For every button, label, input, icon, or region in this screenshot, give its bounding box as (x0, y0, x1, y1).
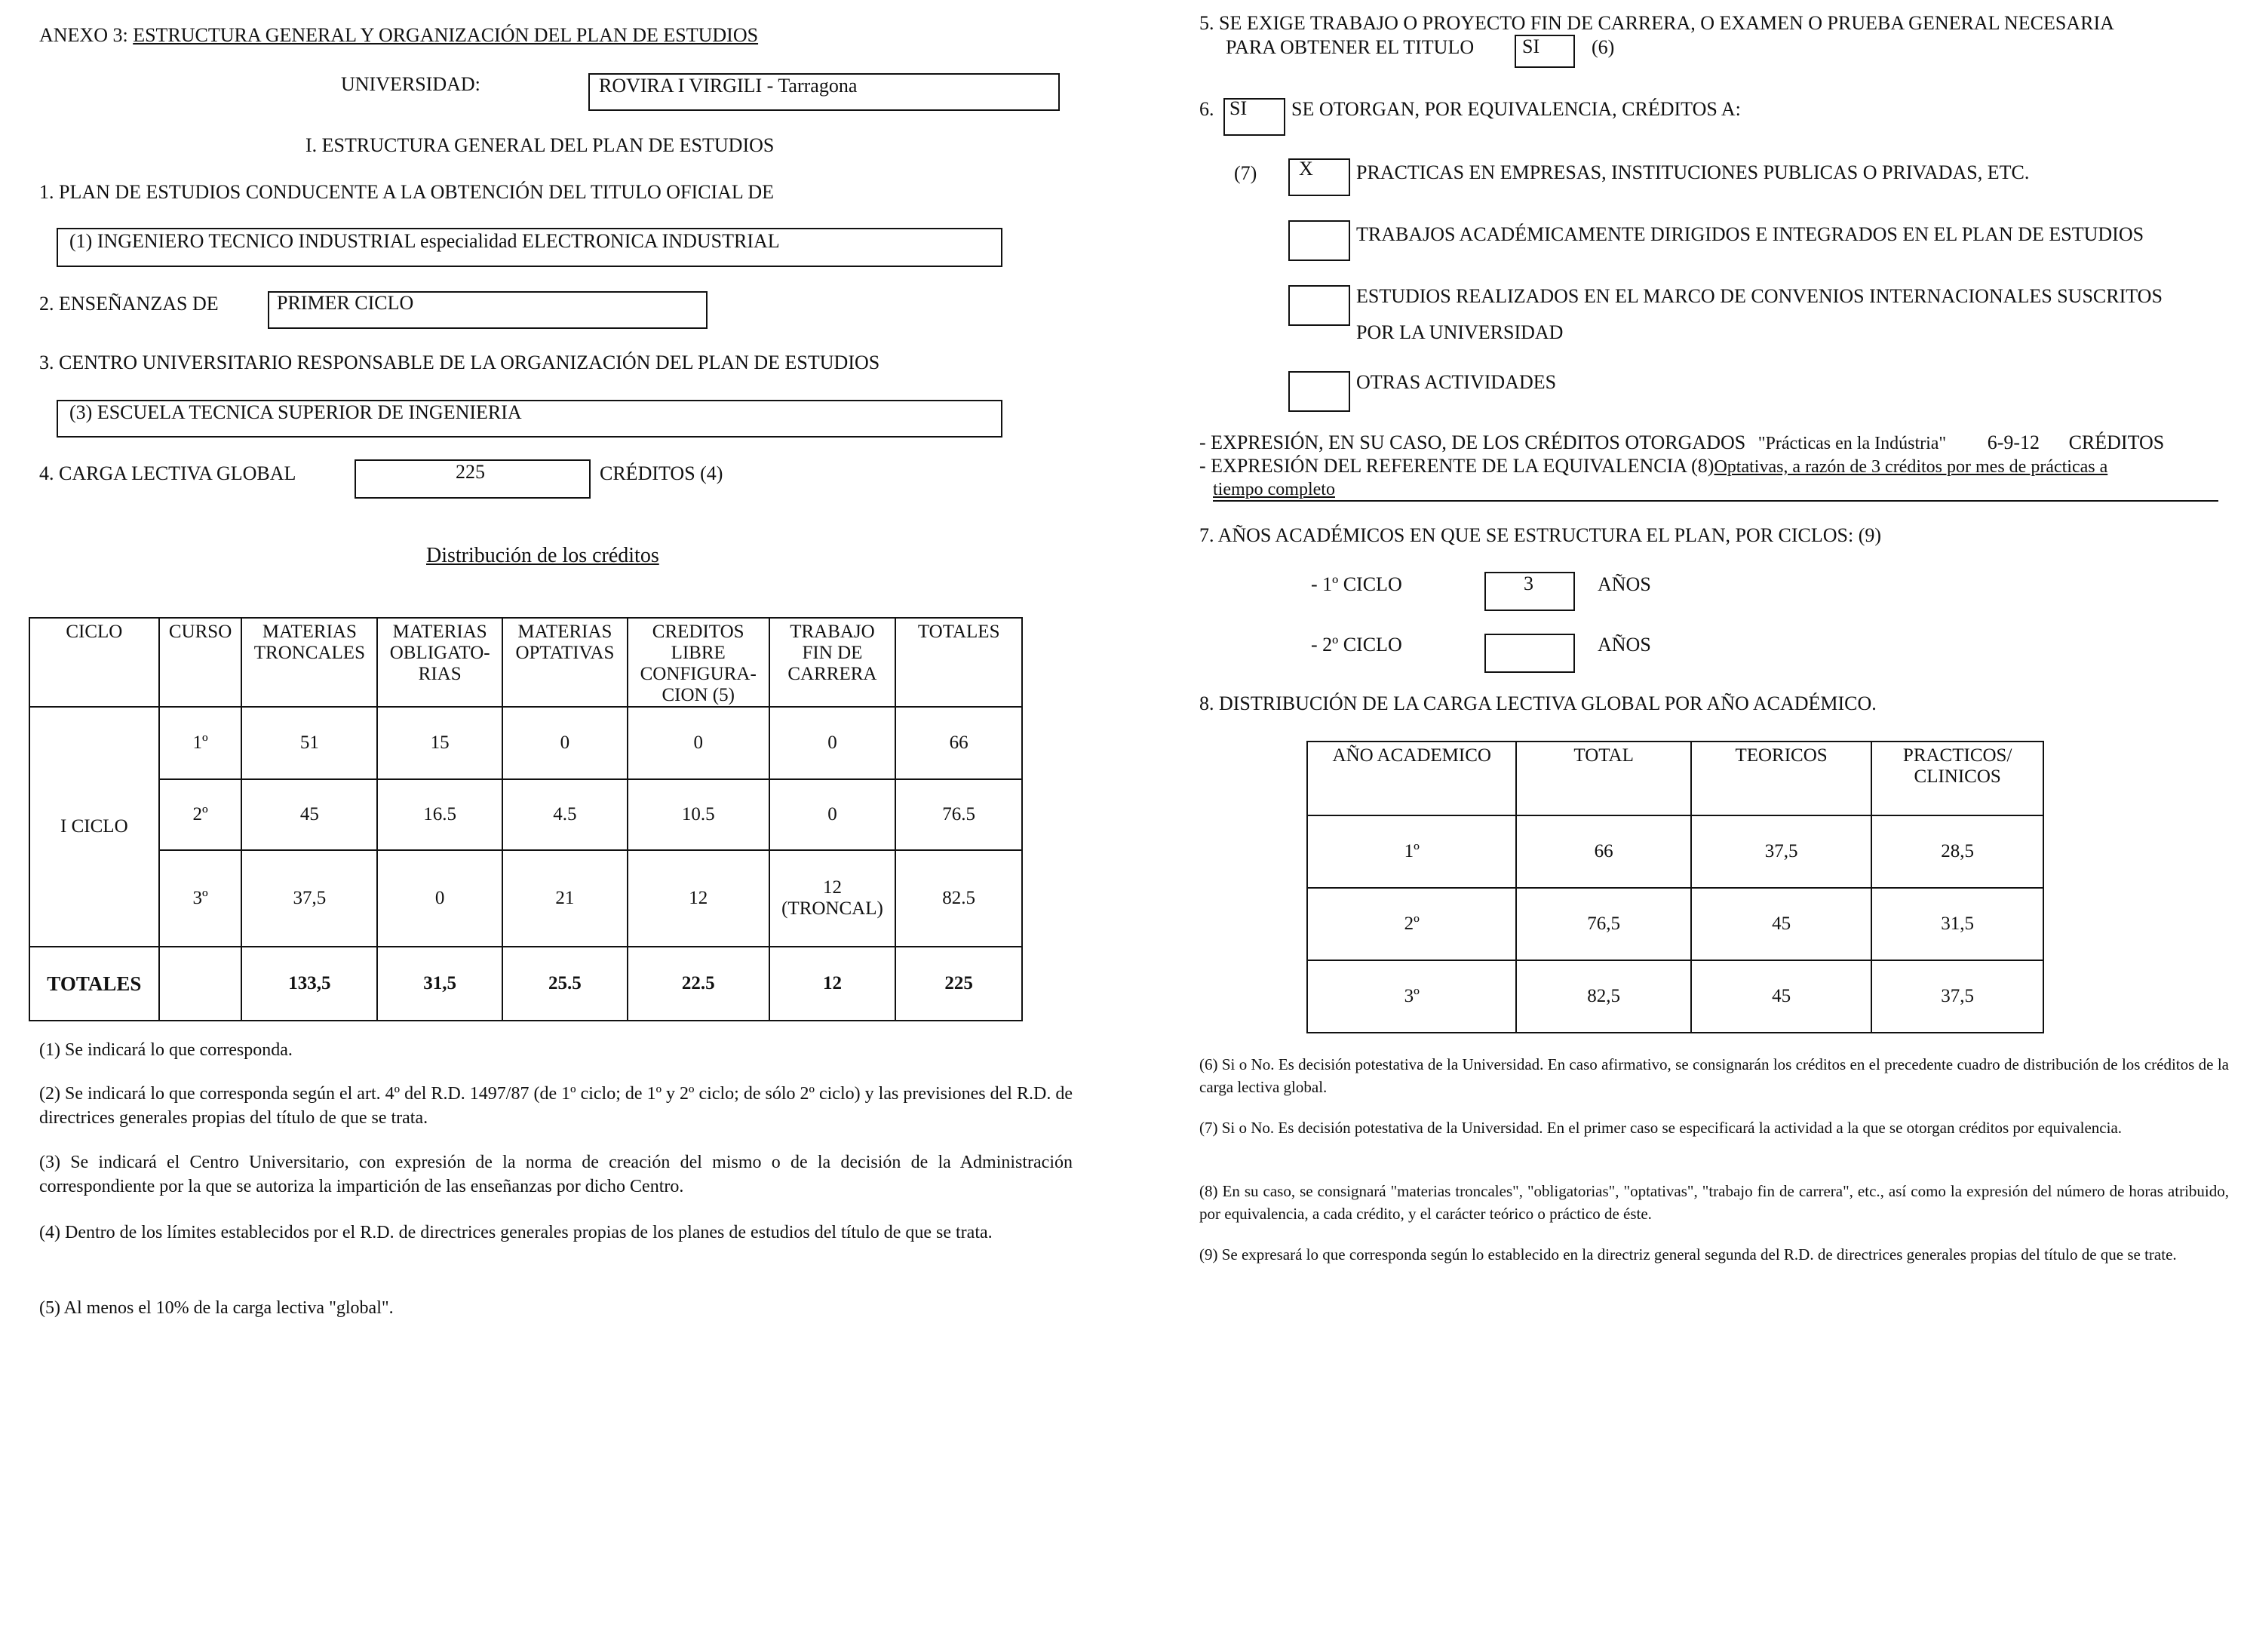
annex-heading-prefix: ANEXO 3: (39, 24, 134, 46)
trabajo-troncal-note: (TRONCAL) (781, 898, 883, 919)
total-cell: 82,5 (1516, 960, 1690, 1033)
header-troncales (241, 618, 377, 707)
item4-label: 4. CARGA LECTIVA GLOBAL (39, 462, 296, 484)
totals-total: 225 (895, 947, 1022, 1021)
item5-value: SI (1522, 35, 1540, 57)
expr2-underline (1213, 500, 2218, 502)
troncales-cell: 37,5 (241, 850, 377, 947)
libre-cell: 10.5 (628, 779, 769, 850)
option-label-convenios-2: POR LA UNIVERSIDAD (1356, 321, 1564, 343)
credits-header-row (29, 618, 1022, 707)
libre-cell: 0 (628, 707, 769, 779)
footnote-5: (5) Al menos el 10% de la carga lectiva "global". (39, 1298, 394, 1318)
optativas-cell: 21 (502, 850, 628, 947)
item5-note: (6) (1592, 36, 1615, 58)
header-libre (628, 618, 769, 707)
total-cell: 76,5 (1516, 888, 1690, 960)
item4-value: 225 (456, 461, 485, 483)
total-cell: 66 (1516, 815, 1690, 888)
footnote-4: (4) Dentro de los límites establecidos por el R.D. de directrices generales propias de los planes de estudios del título de que se trata. (39, 1223, 993, 1242)
footnote-3: (3) Se indicará el Centro Universitario, con expresión de la norma de creación del mismo o de la decisión de la Administración correspondiente por la que se autoriza la impartición de las enseñanzas por dicho Centro. (39, 1153, 1073, 1196)
header-total: TOTAL (1516, 742, 1690, 815)
item2-value: PRIMER CICLO (277, 292, 414, 314)
item1-text: 1. PLAN DE ESTUDIOS CONDUCENTE A LA OBTENCIÓN DEL TITULO OFICIAL DE (39, 181, 774, 203)
item7-text: 7. AÑOS ACADÉMICOS EN QUE SE ESTRUCTURA EL PLAN, POR CICLOS: (9) (1199, 524, 1882, 546)
table-row (1307, 960, 2043, 1033)
header-troncales-1: MATERIAS (262, 622, 357, 642)
carga-header-row (1307, 742, 2043, 815)
option-mark-practicas: X (1299, 158, 1313, 180)
header-ano: AÑO ACADEMICO (1307, 742, 1516, 815)
total-cell: 76.5 (895, 779, 1022, 850)
totals-label: TOTALES (29, 947, 159, 1021)
obligatorias-cell: 16.5 (377, 779, 502, 850)
expr1-num: 6-9-12 (1987, 431, 2040, 453)
expr1-label: - EXPRESIÓN, EN SU CASO, DE LOS CRÉDITOS OTORGADOS (1199, 431, 1746, 453)
table-row (1307, 888, 2043, 960)
header-optativas-1: MATERIAS (517, 622, 612, 642)
item4-suffix: CRÉDITOS (4) (600, 462, 723, 484)
totals-optativas: 25.5 (502, 947, 628, 1021)
ciclo-cell: I CICLO (29, 707, 159, 947)
totals-obligatorias: 31,5 (377, 947, 502, 1021)
item8-text: 8. DISTRIBUCIÓN DE LA CARGA LECTIVA GLOBAL POR AÑO ACADÉMICO. (1199, 692, 1877, 714)
table-row (29, 779, 1022, 850)
expr1-value: "Prácticas en la Indústria" (1757, 434, 1947, 453)
header-ciclo: CICLO (29, 618, 159, 707)
header-libre-2: LIBRE (671, 643, 726, 663)
header-obligatorias-2: OBLIGATO- (389, 643, 490, 663)
header-practicos-1: PRACTICOS/ (1902, 745, 2012, 766)
item3-value: (3) ESCUELA TECNICA SUPERIOR DE INGENIERIA (69, 401, 522, 423)
practicos-cell: 31,5 (1871, 888, 2043, 960)
obligatorias-cell: 15 (377, 707, 502, 779)
curso-cell: 1º (159, 707, 242, 779)
optativas-cell: 4.5 (502, 779, 628, 850)
header-trabajo-2: FIN DE (802, 643, 863, 663)
libre-cell: 12 (628, 850, 769, 947)
credits-table (29, 617, 1023, 1021)
header-trabajo-1: TRABAJO (790, 622, 875, 642)
total-cell: 82.5 (895, 850, 1022, 947)
header-obligatorias-3: RIAS (418, 664, 462, 684)
trabajo-cell (769, 850, 896, 947)
header-teoricos: TEORICOS (1691, 742, 1872, 815)
option-checkbox-practicas[interactable] (1288, 158, 1350, 196)
header-obligatorias (377, 618, 502, 707)
trabajo-cell: 0 (769, 707, 896, 779)
ciclo2-box (1484, 634, 1575, 673)
footnote-7: (7) Si o No. Es decisión potestativa de la Universidad. En el primer caso se especificará la actividad a la que se otorgan créditos por equivalencia. (1199, 1119, 2123, 1137)
universidad-label: UNIVERSIDAD: (341, 73, 480, 95)
option-label-otras: OTRAS ACTIVIDADES (1356, 371, 1557, 393)
header-libre-4: CION (5) (662, 685, 735, 705)
table-row (29, 707, 1022, 779)
ano-cell: 3º (1307, 960, 1516, 1033)
header-obligatorias-1: MATERIAS (392, 622, 487, 642)
header-troncales-2: TRONCALES (253, 643, 365, 663)
totals-trabajo: 12 (769, 947, 896, 1021)
header-trabajo-3: CARRERA (787, 664, 877, 684)
header-totales: TOTALES (895, 618, 1022, 707)
section-title: I. ESTRUCTURA GENERAL DEL PLAN DE ESTUDIOS (305, 134, 775, 156)
item6-text: SE OTORGAN, POR EQUIVALENCIA, CRÉDITOS A: (1291, 98, 1741, 120)
curso-cell: 2º (159, 779, 242, 850)
totals-troncales: 133,5 (241, 947, 377, 1021)
carga-table (1306, 741, 2044, 1033)
item5-line1: 5. SE EXIGE TRABAJO O PROYECTO FIN DE CARRERA, O EXAMEN O PRUEBA GENERAL NECESARIA (1199, 12, 2114, 34)
header-libre-1: CREDITOS (652, 622, 744, 642)
item2-label: 2. ENSEÑANZAS DE (39, 293, 219, 315)
item6-value: SI (1229, 97, 1248, 119)
curso-cell: 3º (159, 850, 242, 947)
distribution-title: Distribución de los créditos (426, 544, 659, 567)
ciclo1-anos: AÑOS (1598, 573, 1651, 595)
option-checkbox-convenios[interactable] (1288, 285, 1350, 326)
item3-text: 3. CENTRO UNIVERSITARIO RESPONSABLE DE LA ORGANIZACIÓN DEL PLAN DE ESTUDIOS (39, 352, 880, 373)
header-libre-3: CONFIGURA- (640, 664, 757, 684)
obligatorias-cell: 0 (377, 850, 502, 947)
expr2-value: Optativas, a razón de 3 créditos por mes de prácticas a (1714, 457, 2108, 477)
ano-cell: 2º (1307, 888, 1516, 960)
expr2-line (1199, 455, 2107, 478)
option-checkbox-otras[interactable] (1288, 371, 1350, 412)
troncales-cell: 51 (241, 707, 377, 779)
expr1-unit: CRÉDITOS (2068, 431, 2165, 453)
item5-line2: PARA OBTENER EL TITULO (1226, 36, 1475, 58)
header-trabajo (769, 618, 896, 707)
trabajo-value: 12 (822, 877, 842, 898)
practicos-cell: 28,5 (1871, 815, 2043, 888)
ciclo1-value: 3 (1524, 573, 1533, 594)
optativas-cell: 0 (502, 707, 628, 779)
footnote-6: (6) Si o No. Es decisión potestativa de la Universidad. En caso afirmativo, se consignarán los créditos en el precedente cuadro de distribución de los créditos de la carga lectiva global. (1199, 1055, 2229, 1096)
footnote-9: (9) Se expresará lo que corresponda según lo establecido en la directriz general segunda del R.D. de directrices generales propias del título de que se trate. (1199, 1245, 2177, 1264)
totals-row (29, 947, 1022, 1021)
header-practicos (1871, 742, 2043, 815)
option-label-practicas: PRACTICAS EN EMPRESAS, INSTITUCIONES PUBLICAS O PRIVADAS, ETC. (1356, 161, 2030, 183)
expr1-line (1199, 431, 2164, 455)
ciclo2-label: - 2º CICLO (1311, 634, 1402, 656)
teoricos-cell: 37,5 (1691, 815, 1872, 888)
table-row (29, 850, 1022, 947)
option-label-convenios: ESTUDIOS REALIZADOS EN EL MARCO DE CONVENIOS INTERNACIONALES SUSCRITOS (1356, 285, 2163, 307)
header-optativas (502, 618, 628, 707)
option-label-trabajos: TRABAJOS ACADÉMICAMENTE DIRIGIDOS E INTEGRADOS EN EL PLAN DE ESTUDIOS (1356, 223, 2144, 245)
footnote-2: (2) Se indicará lo que corresponda según el art. 4º del R.D. 1497/87 (de 1º ciclo; de 1º y 2º ciclo; de sólo 2º ciclo) y las previsiones del R.D. de directrices generales propias del título de que se trata. (39, 1084, 1073, 1128)
table-row (1307, 815, 2043, 888)
annex-heading (39, 24, 758, 47)
footnote-1: (1) Se indicará lo que corresponda. (39, 1040, 293, 1060)
expr2-value-2: tiempo completo (1213, 480, 1335, 499)
item6-note: (7) (1234, 162, 1257, 184)
annex-heading-title: ESTRUCTURA GENERAL Y ORGANIZACIÓN DEL PLAN DE ESTUDIOS (133, 24, 759, 46)
item1-value: (1) INGENIERO TECNICO INDUSTRIAL especialidad ELECTRONICA INDUSTRIAL (69, 230, 780, 252)
teoricos-cell: 45 (1691, 888, 1872, 960)
item6-label: 6. (1199, 98, 1214, 120)
ciclo1-label: - 1º CICLO (1311, 573, 1402, 595)
expr2-label: - EXPRESIÓN DEL REFERENTE DE LA EQUIVALENCIA (8) (1199, 455, 1714, 477)
totals-libre: 22.5 (628, 947, 769, 1021)
ciclo2-anos: AÑOS (1598, 634, 1651, 656)
header-curso: CURSO (159, 618, 242, 707)
practicos-cell: 37,5 (1871, 960, 2043, 1033)
ano-cell: 1º (1307, 815, 1516, 888)
option-checkbox-trabajos[interactable] (1288, 220, 1350, 261)
footnote-8: (8) En su caso, se consignará "materias troncales", "obligatorias", "optativas", "trabajo fin de carrera", etc., así como la expresión del número de horas atribuido, por equivalencia, a cada crédito, y el carácter teórico o práctico de éste. (1199, 1182, 2229, 1223)
trabajo-cell: 0 (769, 779, 896, 850)
header-practicos-2: CLINICOS (1914, 766, 2001, 787)
header-optativas-2: OPTATIVAS (515, 643, 615, 663)
total-cell: 66 (895, 707, 1022, 779)
universidad-value: ROVIRA I VIRGILI - Tarragona (599, 75, 858, 97)
totals-curso-cell (159, 947, 242, 1021)
teoricos-cell: 45 (1691, 960, 1872, 1033)
troncales-cell: 45 (241, 779, 377, 850)
